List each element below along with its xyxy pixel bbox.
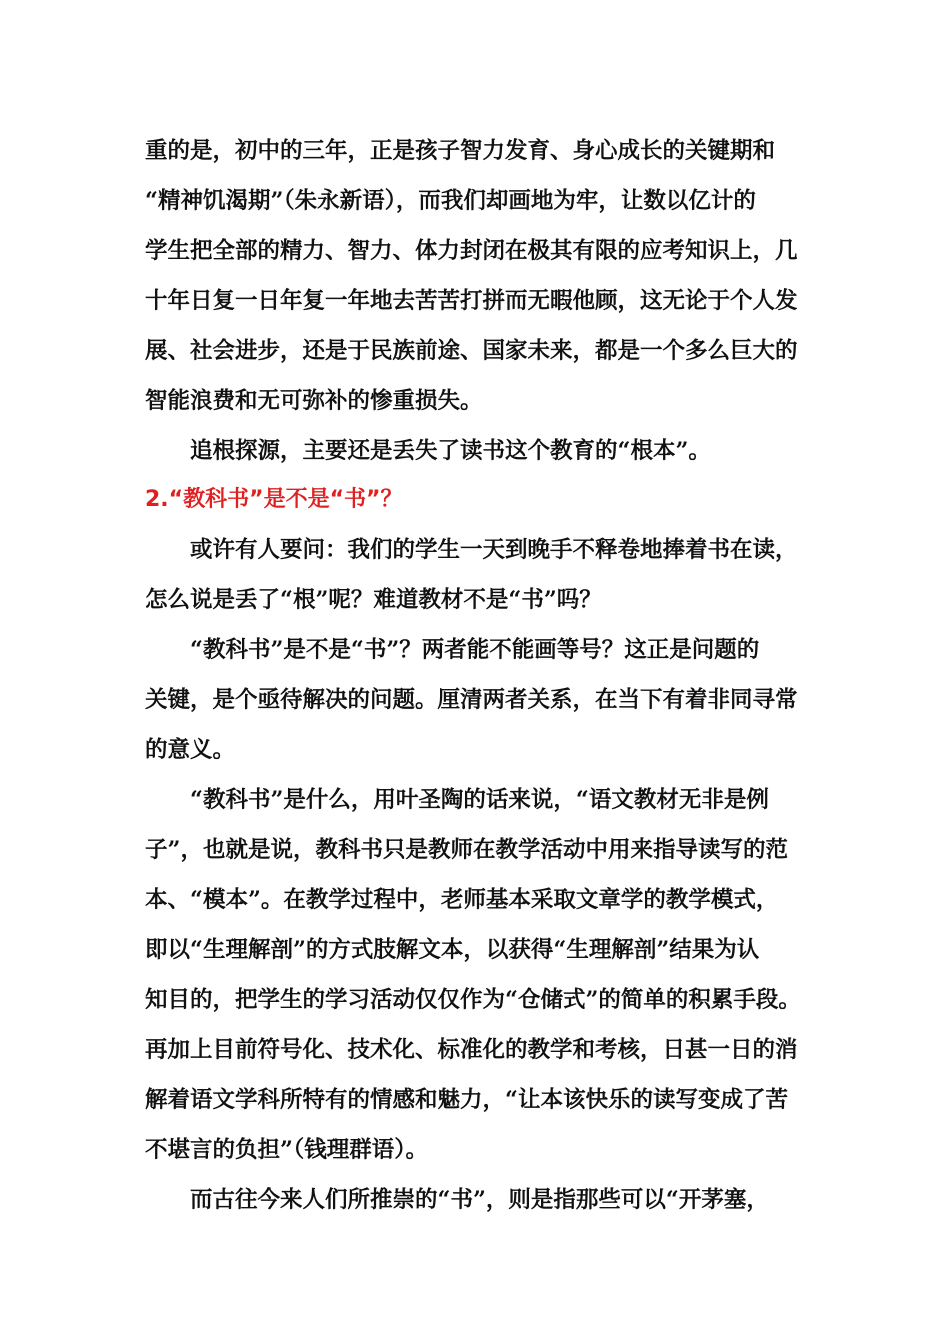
- body-text-line: 解着语文学科所特有的情感和魅力，“让本该快乐的读写变成了苦: [145, 1087, 788, 1113]
- body-text-line: 十年日复一日年复一年地去苦苦打拼而无暇他顾，这无论于个人发: [145, 288, 798, 314]
- body-text-line: 学生把全部的精力、智力、体力封闭在极其有限的应考知识上，几: [145, 238, 798, 264]
- body-text-line: 知目的，把学生的学习活动仅仅作为“仓储式”的简单的积累手段。: [145, 987, 801, 1013]
- body-text-line: “教科书”是什么，用叶圣陶的话来说，“语文教材无非是例: [190, 787, 769, 813]
- body-text-line: 不堪言的负担”（钱理群语）。: [145, 1137, 428, 1163]
- body-text-line: 重的是，初中的三年，正是孩子智力发育、身心成长的关键期和: [145, 138, 776, 164]
- body-text-line: “精神饥渴期”（朱永新语），而我们却画地为牢，让数以亿计的: [145, 188, 756, 214]
- body-text-line: 关键，是个亟待解决的问题。厘清两者关系，在当下有着非同寻常: [145, 687, 798, 713]
- body-text-line: 怎么说是丢了“根”呢？难道教材不是“书”吗？: [145, 587, 602, 613]
- body-text-line: “教科书”是不是“书”？两者能不能画等号？这正是问题的: [190, 637, 760, 663]
- body-text-line: 或许有人要问：我们的学生一天到晚手不释卷地捧着书在读，: [190, 537, 798, 563]
- body-text-line: 本、“模本”。在教学过程中，老师基本采取文章学的教学模式，: [145, 887, 779, 913]
- body-text-line: 即以“生理解剖”的方式肢解文本，以获得“生理解剖”结果为认: [145, 937, 760, 963]
- body-text-line: 展、社会进步，还是于民族前途、国家未来，都是一个多么巨大的: [145, 338, 798, 364]
- body-text-line: 再加上目前符号化、技术化、标准化的教学和考核，日甚一日的消: [145, 1037, 798, 1063]
- body-text-line: 智能浪费和无可弥补的惨重损失。: [145, 388, 483, 414]
- body-text-line: 的意义。: [145, 737, 236, 763]
- body-text-line: 而古往今来人们所推崇的“书”，则是指那些可以“开茅塞，: [190, 1187, 769, 1213]
- body-text-line: 追根探源，主要还是丢失了读书这个教育的“根本”。: [190, 438, 711, 464]
- section-heading: 2.“教科书”是不是“书”？: [145, 487, 403, 512]
- body-text-line: 子”，也就是说，教科书只是教师在教学活动中用来指导读写的范: [145, 837, 788, 863]
